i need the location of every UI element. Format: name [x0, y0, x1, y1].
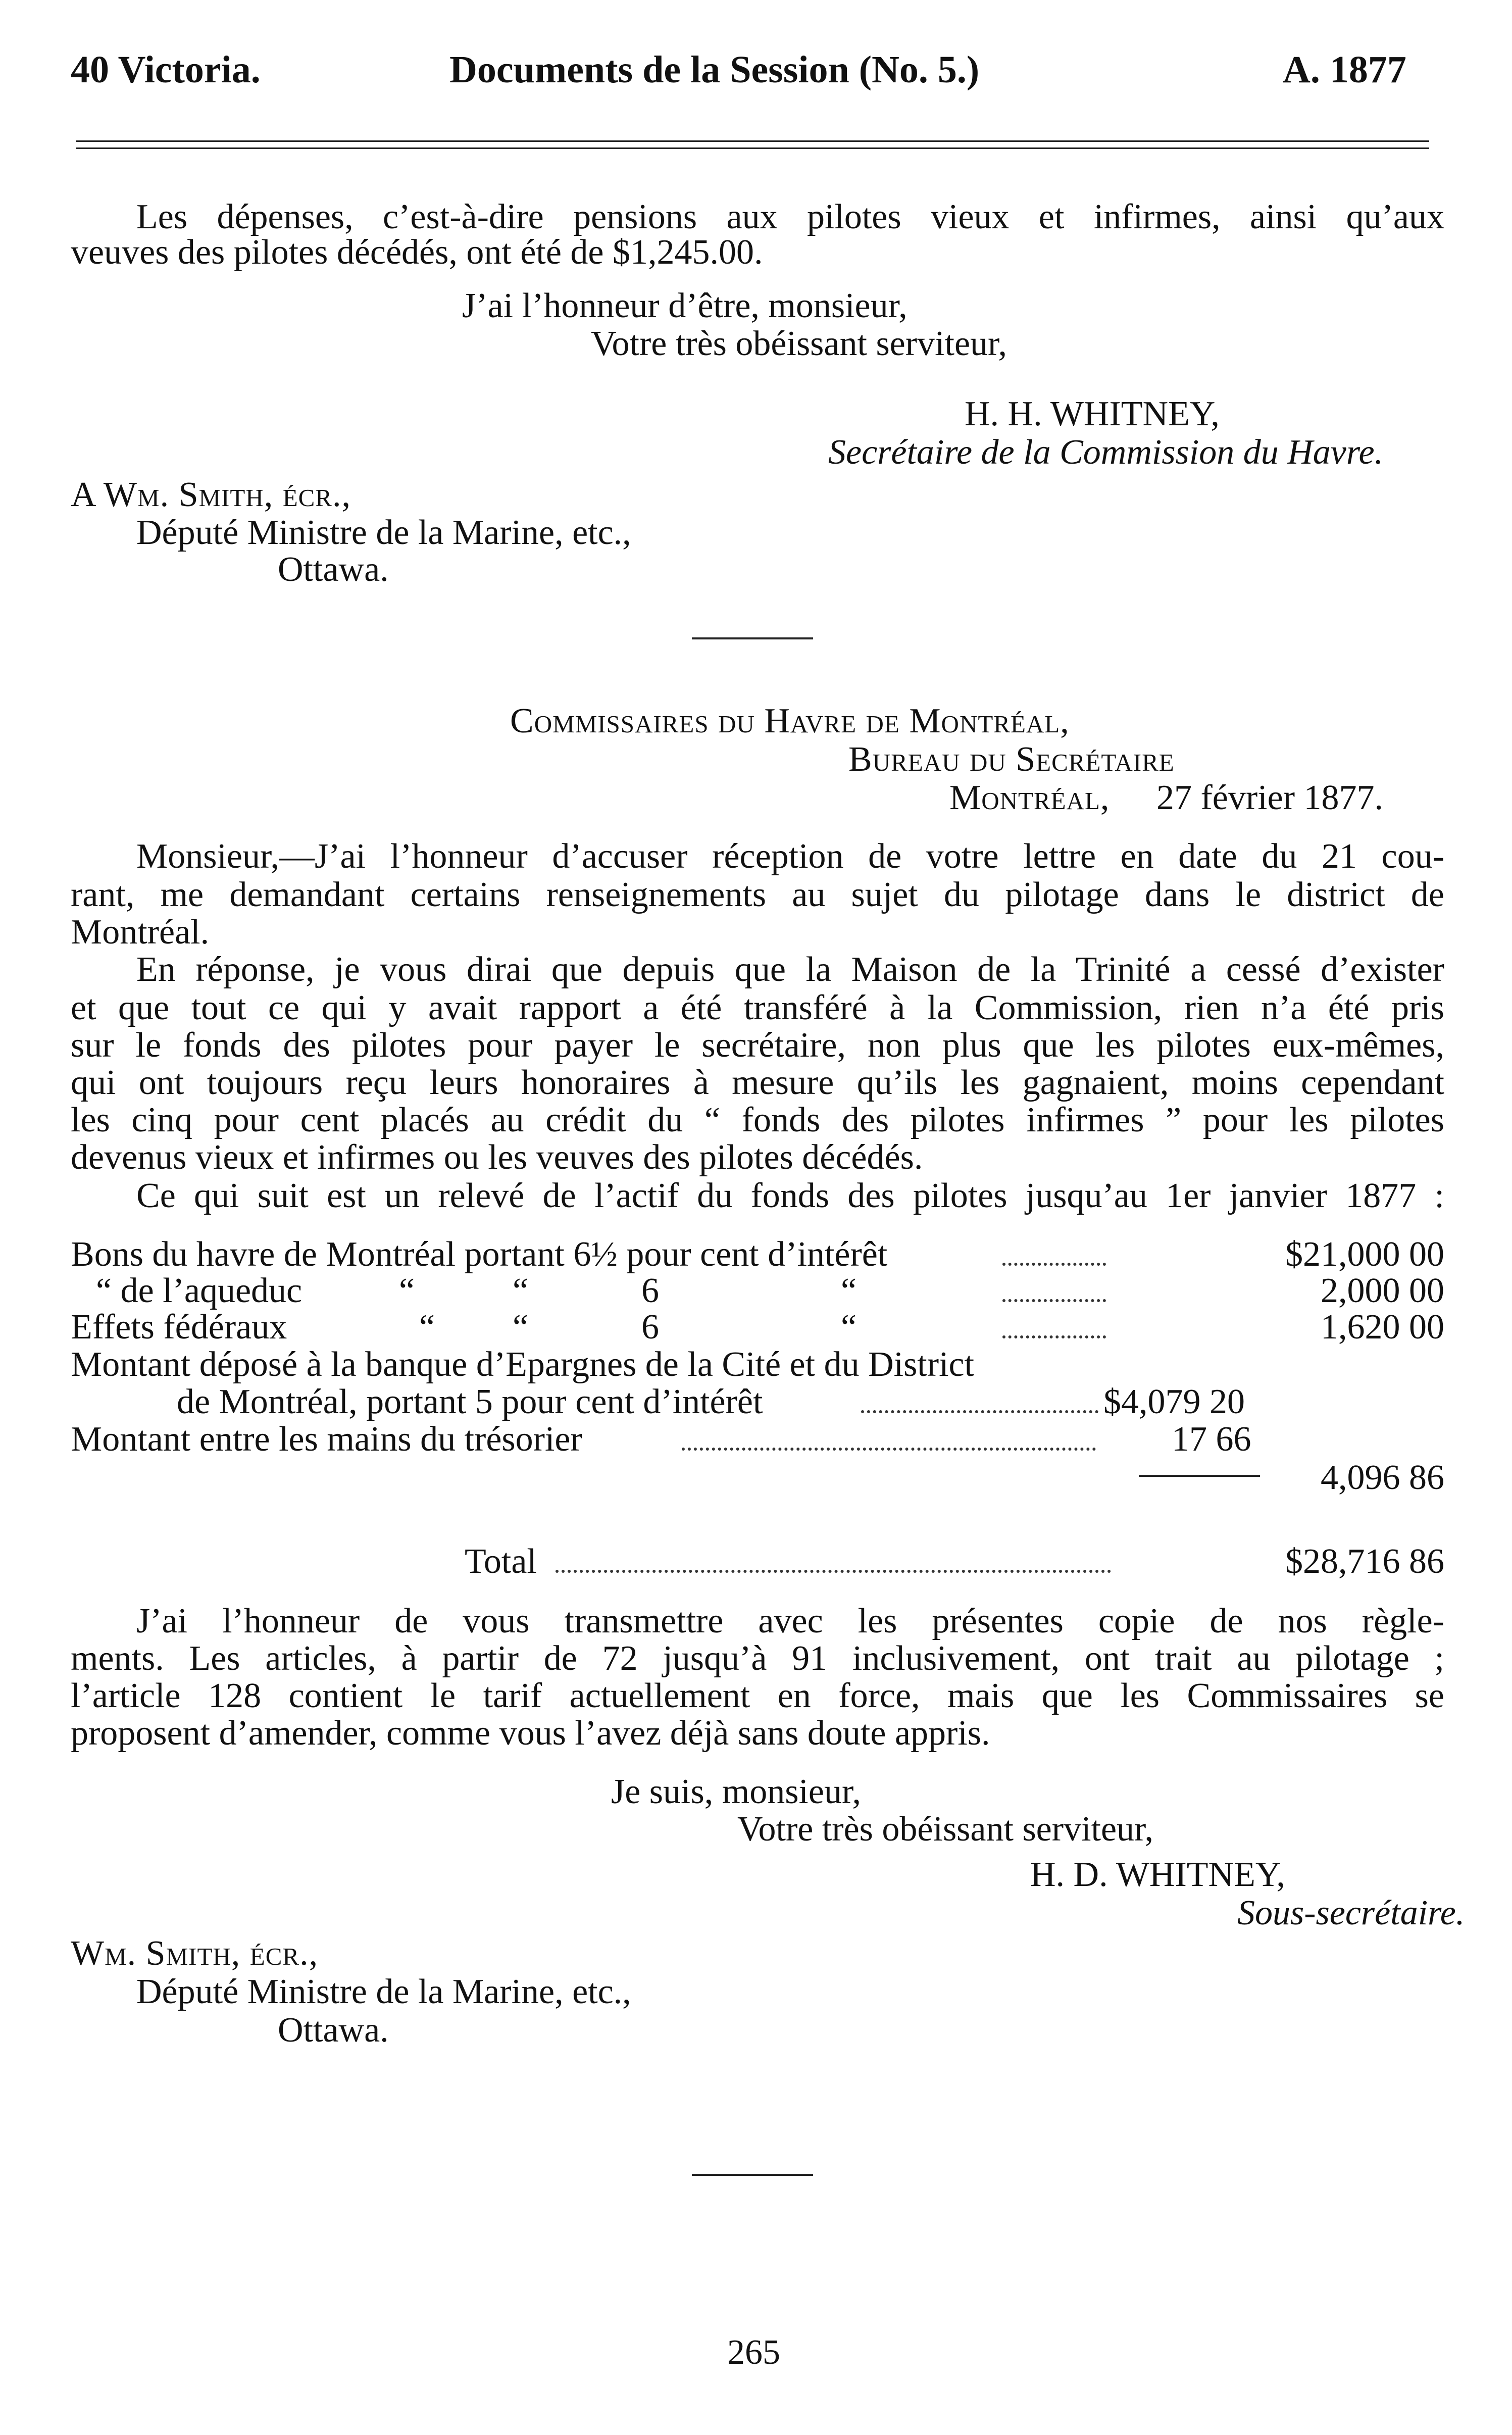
table-row5-amount: 17 66 [1172, 1420, 1251, 1459]
table-row5-leader [682, 1448, 1096, 1451]
letter1-address-line3: Ottawa. [278, 550, 389, 589]
letter2-address-line2: Député Ministre de la Marine, etc., [136, 1972, 631, 2011]
letter1-paragraph-line1: Les dépenses, c’est-à-dire pensions aux pilotes vieux et infirmes, ainsi qu’aux [136, 197, 1444, 236]
letter2-p4-line4: proposent d’amender, comme vous l’avez déjà sans doute appris. [71, 1714, 990, 1753]
letter2-p1-line3: Montréal. [71, 913, 210, 952]
end-divider [692, 2174, 813, 2176]
letter1-closing-2: Votre très obéissant serviteur, [591, 324, 1007, 363]
table-row1-leader [1002, 1263, 1106, 1266]
letter2-p4-line3: l’article 128 contient le tarif actuellement en force, mais que les Commissaires se [71, 1676, 1444, 1715]
table-row2-ditto3: “ [841, 1271, 857, 1310]
letter2-closing-1: Je suis, monsieur, [611, 1772, 861, 1811]
table-row2-ditto2: “ [513, 1271, 529, 1310]
table-row3-ditto1: “ [419, 1308, 435, 1347]
table-row3-ditto2: “ [513, 1308, 529, 1347]
page-number: 265 [727, 2333, 780, 2372]
letter1-signer: H. H. WHITNEY, [965, 394, 1220, 433]
table-total-leader [556, 1570, 1111, 1573]
letter2-p2-line3: sur le fonds des pilotes pour payer le secrétaire, non plus que les pilotes eux-mêmes, [71, 1026, 1444, 1065]
letter2-p4-line2: ments. Les articles, à partir de 72 jusqu’à 91 inclusivement, ont trait au pilotage ; [71, 1639, 1444, 1678]
table-row4-leader [861, 1410, 1098, 1413]
section-divider [692, 637, 813, 639]
letter2-address-line1: Wm. Smith, écr., [71, 1934, 319, 1973]
table-row2-leader [1002, 1299, 1106, 1302]
letter2-heading-line2: Bureau du Secrétaire [848, 740, 1175, 779]
table-row4-amount: $4,079 20 [1103, 1382, 1245, 1421]
table-total-amount: $28,716 86 [1285, 1542, 1444, 1581]
table-row4b-label: de Montréal, portant 5 pour cent d’intérêt [177, 1382, 763, 1421]
letter1-address-line1: A Wm. Smith, écr., [71, 475, 351, 514]
letter2-p2-line5: les cinq pour cent placés au crédit du “ fonds des pilotes infirmes ” pour les pilotes [71, 1101, 1444, 1139]
running-head-left: 40 Victoria. [71, 48, 261, 91]
letter2-date: 27 février 1877. [1156, 778, 1384, 817]
table-row3-leader [1002, 1335, 1106, 1338]
letter2-closing-2: Votre très obéissant serviteur, [737, 1810, 1154, 1849]
letter2-signer: H. D. WHITNEY, [1030, 1855, 1285, 1894]
running-head-center: Documents de la Session (No. 5.) [449, 48, 980, 91]
running-head-right: A. 1877 [1283, 48, 1406, 91]
header-double-rule-bottom [76, 147, 1429, 149]
letter2-p3: Ce qui suit est un relevé de l’actif du fonds des pilotes jusqu’au 1er janvier 1877 : [136, 1176, 1444, 1215]
letter2-p2-line2: et que tout ce qui y avait rapport a été transféré à la Commission, rien n’a été pris [71, 988, 1444, 1027]
letter1-paragraph-line2: veuves des pilotes décédés, ont été de $1,245.00. [71, 233, 763, 272]
table-row2-label: “ de l’aqueduc [96, 1271, 303, 1310]
table-row3-amount: 1,620 00 [1321, 1308, 1444, 1347]
table-row3-label: Effets fédéraux [71, 1308, 287, 1347]
letter2-p2-line4: qui ont toujours reçu leurs honoraires à mesure qu’ils les gagnaient, moins cependant [71, 1063, 1444, 1102]
letter2-p1-line2: rant, me demandant certains renseignements au sujet du pilotage dans le district de [71, 875, 1444, 914]
table-row5-label: Montant entre les mains du trésorier [71, 1420, 582, 1459]
table-row3-ditto3: “ [841, 1308, 857, 1347]
letter2-heading-line1: Commissaires du Havre de Montréal, [510, 702, 1070, 740]
table-row2-ditto1: “ [399, 1271, 415, 1310]
table-row4-label: Montant déposé à la banque d’Epargnes de la Cité et du District [71, 1345, 975, 1384]
table-row2-amount: 2,000 00 [1321, 1271, 1444, 1310]
letter2-p1-line1: Monsieur,—J’ai l’honneur d’accuser réception de votre lettre en date du 21 cou- [136, 837, 1444, 876]
table-row1-amount: $21,000 00 [1285, 1235, 1444, 1274]
table-total-label: Total [465, 1542, 537, 1581]
letter1-closing-1: J’ai l’honneur d’être, monsieur, [462, 286, 908, 325]
letter2-p2-line6: devenus vieux et infirmes ou les veuves des pilotes décédés. [71, 1138, 923, 1177]
letter2-place: Montréal, [949, 778, 1110, 817]
table-row1-label: Bons du havre de Montréal portant 6½ pour cent d’intérêt [71, 1235, 888, 1274]
letter2-p2-line1: En réponse, je vous dirai que depuis que la Maison de la Trinité a cessé d’exister [136, 950, 1444, 989]
header-double-rule-top [76, 140, 1429, 142]
letter2-signer-title: Sous-secrétaire. [1237, 1894, 1465, 1932]
letter2-p4-line1: J’ai l’honneur de vous transmettre avec les présentes copie de nos règle- [136, 1602, 1444, 1641]
letter2-address-line3: Ottawa. [278, 2011, 389, 2050]
letter1-signer-title: Secrétaire de la Commission du Havre. [828, 433, 1384, 472]
table-row2-rate: 6 [641, 1271, 659, 1310]
table-row3-rate: 6 [641, 1308, 659, 1347]
table-subtotal: 4,096 86 [1321, 1458, 1444, 1497]
letter1-address-line2: Député Ministre de la Marine, etc., [136, 513, 631, 552]
